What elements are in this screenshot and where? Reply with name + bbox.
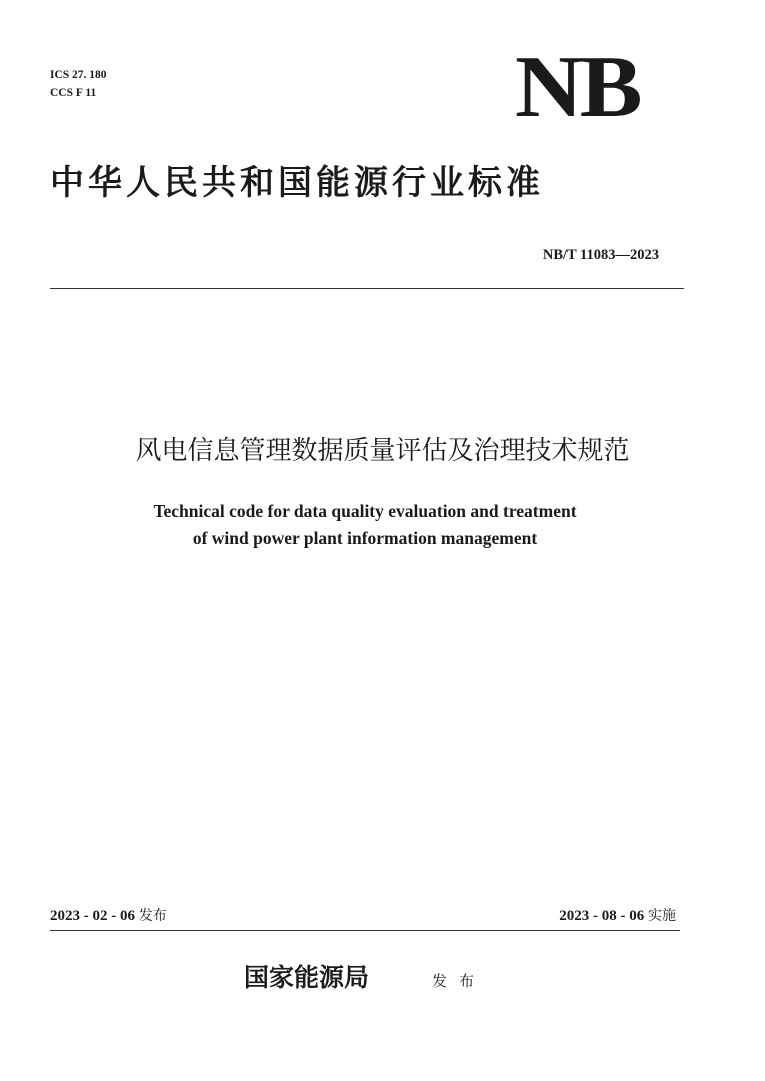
nb-logo: NB [515, 39, 640, 136]
publisher: 国家能源局 [244, 963, 370, 992]
title-chinese: 风电信息管理数据质量评估及治理技术规范 [135, 436, 630, 466]
title-english-line2: of wind power plant information management [192, 528, 538, 548]
ics-code: ICS 27. 180 [50, 69, 107, 81]
standard-category: 中华人民共和国能源行业标准 [50, 163, 544, 203]
title-english-line1: Technical code for data quality evaluation and treatment [153, 501, 577, 521]
ccs-code: CCS F 11 [50, 87, 97, 99]
issue-date: 2023 - 02 - 06 [50, 908, 135, 924]
top-divider [50, 288, 684, 289]
bottom-divider [50, 930, 680, 931]
publish-verb: 发布 [432, 972, 487, 990]
issue-date-block [50, 905, 167, 925]
standard-number: NB/T 11083—2023 [542, 247, 659, 263]
classification-codes [50, 66, 107, 102]
implement-label: 实施 [648, 908, 676, 924]
title-english [0, 498, 730, 552]
implement-date-block [559, 905, 676, 925]
issue-label: 发布 [138, 908, 167, 924]
implement-date: 2023 - 08 - 06 [559, 908, 645, 924]
